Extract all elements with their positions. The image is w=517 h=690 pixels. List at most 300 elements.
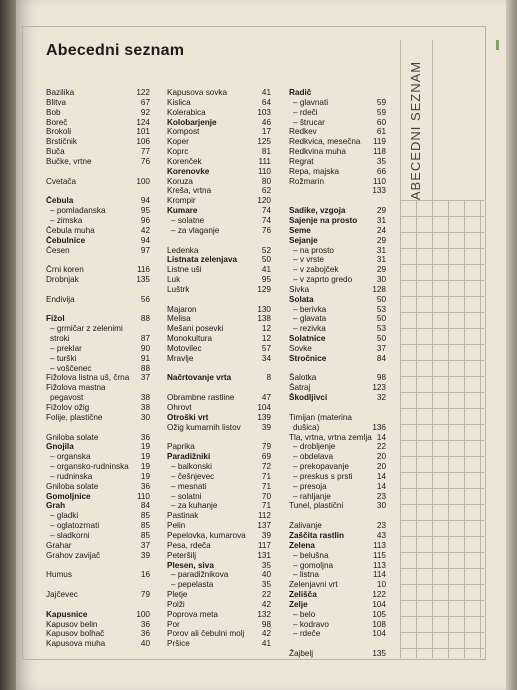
index-term: Majaron: [167, 304, 197, 314]
index-page-number: 111: [258, 156, 271, 166]
index-term: – presoja: [293, 481, 327, 491]
index-term: Paprika: [167, 442, 195, 452]
index-entry: [46, 118, 150, 128]
index-entry: [46, 324, 150, 334]
index-page-number: 85: [140, 521, 150, 531]
index-page-number: 74: [261, 206, 271, 216]
index-page-number: 56: [140, 294, 150, 304]
index-term: – belo: [293, 609, 316, 619]
index-page-number: 88: [140, 363, 150, 373]
index-page-number: 137: [257, 521, 271, 531]
index-page-number: 62: [261, 186, 271, 196]
index-page-number: 36: [140, 629, 150, 639]
index-page-number: 128: [372, 284, 386, 294]
index-page-number: 41: [261, 265, 271, 275]
index-page-number: 41: [261, 639, 271, 649]
index-term: – preskus s prsti: [293, 471, 353, 481]
index-page-number: 72: [261, 462, 271, 472]
index-entry: [289, 88, 386, 98]
index-page-number: 94: [140, 196, 150, 206]
index-term: – na prosto: [293, 245, 334, 255]
index-gap: [46, 600, 150, 610]
index-entry: [167, 620, 271, 630]
index-term: Žajbelj: [289, 649, 314, 659]
index-entry: [167, 265, 271, 275]
index-entry: [46, 373, 150, 383]
index-gap: [289, 196, 386, 206]
index-page-number: 110: [257, 166, 271, 176]
index-entry: [46, 442, 150, 452]
index-term: – sladkorni: [50, 530, 90, 540]
index-page-number: 23: [376, 491, 386, 501]
index-term: – češnjevec: [171, 471, 215, 481]
index-page-number: 116: [136, 265, 150, 275]
index-page-number: 95: [140, 206, 150, 216]
index-term: – prekopavanje: [293, 462, 349, 472]
index-entry: [167, 275, 271, 285]
index-page-number: 139: [257, 412, 271, 422]
index-term: Tla, vrtna, vrtna zemlja: [289, 432, 372, 442]
index-page-number: 34: [261, 353, 271, 363]
index-term: – rahljanje: [293, 491, 331, 501]
grid-line-horizontal: [400, 424, 484, 425]
index-page-number: 22: [376, 442, 386, 452]
index-page-number: 76: [140, 156, 150, 166]
index-entry: [46, 541, 150, 551]
index-entry: [289, 108, 386, 118]
index-entry: [46, 521, 150, 531]
index-gap: [167, 295, 271, 305]
index-entry: [289, 433, 386, 443]
index-term: stroki: [50, 334, 70, 344]
book-spine: [0, 0, 16, 690]
index-entry: [167, 206, 271, 216]
grid-line-horizontal: [400, 616, 484, 617]
index-entry: [167, 492, 271, 502]
index-page-number: 118: [372, 147, 386, 157]
index-page-number: 23: [376, 521, 386, 531]
index-page-number: 66: [376, 166, 386, 176]
index-term: – rezivka: [293, 324, 326, 334]
index-page-number: 120: [257, 196, 271, 206]
index-entry: [167, 108, 271, 118]
index-entry: [289, 147, 386, 157]
index-gap: [289, 639, 386, 649]
index-term: – gomoljna: [293, 560, 334, 570]
index-page-number: 138: [257, 314, 271, 324]
index-page-number: 104: [257, 403, 271, 412]
index-entry: [46, 295, 150, 305]
index-term: Bazilika: [46, 88, 75, 97]
index-term: Stročnice: [289, 353, 327, 363]
index-term: Buča: [46, 147, 65, 157]
index-page-number: 67: [140, 97, 150, 107]
page-edge: [506, 0, 517, 690]
index-entry: [167, 314, 271, 324]
index-page-number: 88: [140, 314, 150, 324]
index-page-number: 42: [261, 629, 271, 639]
index-entry: [46, 246, 150, 256]
index-term: Kapusov belin: [46, 619, 98, 629]
index-entry: [289, 590, 386, 600]
index-term: – kodravo: [293, 619, 329, 629]
index-term: Pršice: [167, 639, 190, 649]
index-term: – belušna: [293, 550, 329, 560]
grid-line-horizontal: [400, 376, 484, 377]
index-entry: [46, 275, 150, 285]
index-page-number: 131: [257, 550, 271, 560]
index-term: Zalivanje: [289, 521, 322, 531]
index-page-number: 110: [372, 176, 386, 186]
grid-line-horizontal: [400, 216, 484, 217]
index-page-number: 20: [376, 452, 386, 462]
index-term: Fižolova listna uš, črna: [46, 373, 130, 383]
index-entry: [167, 442, 271, 452]
grid-line-vertical: [400, 200, 401, 658]
index-page-number: 30: [140, 412, 150, 422]
index-entry: [289, 206, 386, 216]
index-term: – oglatozrnati: [50, 521, 100, 531]
index-page-number: 38: [140, 403, 150, 412]
index-entry: [46, 354, 150, 364]
index-term: Timijan (materina: [289, 412, 352, 422]
index-entry: [46, 236, 150, 246]
index-page-number: 47: [261, 393, 271, 403]
index-term: Boreč: [46, 117, 68, 127]
index-term: Cvetača: [46, 176, 77, 186]
index-entry: [46, 98, 150, 108]
index-page-number: 122: [136, 88, 150, 97]
index-entry: [289, 137, 386, 147]
index-entry: [167, 501, 271, 511]
index-term: – zimska: [50, 215, 83, 225]
index-page-number: 92: [140, 107, 150, 117]
index-entry: [46, 472, 150, 482]
index-term: Fižolova mastna: [46, 383, 106, 393]
index-entry: [289, 98, 386, 108]
index-entry: [46, 137, 150, 147]
index-term: Kolobarjenje: [167, 117, 217, 127]
index-entry: [167, 452, 271, 462]
index-entry: [46, 177, 150, 187]
index-page-number: 71: [261, 471, 271, 481]
index-entry: [289, 413, 386, 423]
index-entry: [289, 354, 386, 364]
index-gap: [46, 423, 150, 433]
index-entry: [46, 501, 150, 511]
grid-line-vertical: [464, 200, 465, 658]
index-term: Bučke, vrtne: [46, 156, 92, 166]
index-term: Mravlje: [167, 353, 194, 363]
grid-line-horizontal: [400, 552, 484, 553]
grid-line-vertical: [480, 200, 481, 658]
index-term: Ohrovt: [167, 403, 192, 412]
index-gap: [46, 186, 150, 196]
index-page-number: 10: [376, 580, 386, 590]
index-page-number: 57: [261, 343, 271, 353]
index-page-number: 76: [261, 225, 271, 235]
grid-line-horizontal: [400, 600, 484, 601]
index-entry: [46, 147, 150, 157]
index-page-number: 124: [136, 117, 150, 127]
index-entry: [289, 531, 386, 541]
index-entry: [46, 462, 150, 472]
index-term: Motovilec: [167, 343, 202, 353]
index-term: Redkvica, mesečna: [289, 137, 361, 147]
index-entry: [167, 167, 271, 177]
index-term: – berivka: [293, 304, 327, 314]
index-term: Listne uši: [167, 265, 202, 275]
index-term: Zelišča: [289, 590, 317, 600]
index-page-number: 37: [376, 343, 386, 353]
index-page-number: 110: [136, 491, 150, 501]
index-term: Listnata zelenjava: [167, 255, 238, 265]
index-entry: [289, 501, 386, 511]
index-page-number: 32: [376, 393, 386, 403]
index-page-number: 16: [140, 570, 150, 580]
index-page-number: 40: [140, 639, 150, 649]
index-entry: [167, 147, 271, 157]
index-page-number: 84: [140, 501, 150, 511]
index-term: Peteršilj: [167, 550, 197, 560]
index-term: Škodljivci: [289, 393, 328, 403]
index-entry: [46, 551, 150, 561]
index-page-number: 98: [261, 619, 271, 629]
index-page-number: 84: [376, 353, 386, 363]
grid-line-horizontal: [400, 520, 484, 521]
index-entry: [289, 373, 386, 383]
index-page-number: 14: [376, 432, 386, 442]
index-page-number: 133: [372, 186, 386, 196]
index-term: Korenovke: [167, 166, 210, 176]
index-page-number: 39: [261, 530, 271, 540]
grid-line-horizontal: [400, 472, 484, 473]
index-term: – voščenec: [50, 363, 92, 373]
index-entry: [167, 482, 271, 492]
index-term: – štrucar: [293, 117, 325, 127]
index-entry: [289, 570, 386, 580]
index-page-number: 79: [261, 442, 271, 452]
index-term: Brstičnik: [46, 137, 77, 147]
index-gap: [46, 305, 150, 315]
index-term: – rdeči: [293, 107, 318, 117]
index-entry: [167, 246, 271, 256]
index-entry: [167, 255, 271, 265]
grid-line-horizontal: [400, 296, 484, 297]
index-page-number: 40: [261, 570, 271, 580]
index-entry: [167, 285, 271, 295]
index-entry: [167, 354, 271, 364]
index-term: Seme: [289, 225, 311, 235]
index-term: pegavost: [50, 393, 84, 403]
index-term: – v zabojček: [293, 265, 339, 275]
index-term: Obrambne rastline: [167, 393, 235, 403]
index-gap: [46, 285, 150, 295]
index-entry: [46, 620, 150, 630]
index-column-3: [289, 88, 386, 659]
index-page-number: 59: [376, 107, 386, 117]
index-entry: [289, 314, 386, 324]
index-term: – v zaprto gredo: [293, 275, 353, 285]
index-page-number: 105: [372, 609, 386, 619]
index-entry: [289, 620, 386, 630]
index-term: Solatnice: [289, 334, 326, 344]
index-page-number: 95: [261, 275, 271, 285]
index-entry: [167, 118, 271, 128]
index-entry: [289, 157, 386, 167]
index-term: Plesen, siva: [167, 560, 214, 570]
index-term: Kapusova sovka: [167, 88, 228, 97]
index-entry: [289, 492, 386, 502]
index-page-number: 87: [140, 334, 150, 344]
index-term: Kapusnice: [46, 609, 88, 619]
index-page-number: 59: [376, 97, 386, 107]
index-entry: [289, 423, 386, 433]
index-page-number: 42: [261, 599, 271, 609]
index-term: Pesa, rdeča: [167, 540, 211, 550]
index-entry: [167, 127, 271, 137]
index-term: – preklar: [50, 343, 82, 353]
index-entry: [167, 541, 271, 551]
index-term: – gladki: [50, 511, 79, 521]
index-term: Kapusov bolhač: [46, 629, 105, 639]
index-entry: [289, 177, 386, 187]
index-page-number: 19: [140, 452, 150, 462]
index-term: – turški: [50, 353, 77, 363]
vertical-title-text: ABECEDNI SEZNAM: [408, 60, 424, 200]
index-entry: [289, 541, 386, 551]
index-page-number: 74: [261, 215, 271, 225]
index-page-number: 50: [261, 255, 271, 265]
index-page-number: 135: [136, 275, 150, 285]
index-entry: [46, 364, 150, 374]
grid-line-horizontal: [400, 248, 484, 249]
index-term: Regrat: [289, 156, 314, 166]
index-term: Repa, majska: [289, 166, 340, 176]
index-entry: [289, 285, 386, 295]
index-entry: [289, 442, 386, 452]
index-entry: [46, 127, 150, 137]
index-entry: [167, 157, 271, 167]
index-term: Pepelovka, kumarova: [167, 530, 246, 540]
index-term: Gnojila: [46, 442, 74, 452]
index-entry: [46, 531, 150, 541]
index-entry: [289, 452, 386, 462]
grid-line-horizontal: [400, 344, 484, 345]
index-term: Čebula muha: [46, 225, 95, 235]
index-page-number: 81: [261, 147, 271, 157]
index-term: Zaščita rastlin: [289, 530, 345, 540]
index-page-number: 71: [261, 481, 271, 491]
index-term: Brokoli: [46, 127, 72, 137]
index-entry: [289, 167, 386, 177]
index-entry: [289, 226, 386, 236]
index-term: Polži: [167, 599, 185, 609]
index-term: Radič: [289, 88, 312, 97]
index-entry: [289, 462, 386, 472]
grid-line-horizontal: [400, 312, 484, 313]
index-page-number: 64: [261, 97, 271, 107]
index-page-number: 31: [376, 215, 386, 225]
index-page-number: 31: [376, 255, 386, 265]
index-entry: [289, 255, 386, 265]
index-gap: [289, 364, 386, 374]
index-page-number: 94: [140, 235, 150, 245]
grid-line-horizontal: [400, 504, 484, 505]
index-entry: [167, 629, 271, 639]
index-page-number: 135: [372, 649, 386, 659]
index-page-number: 106: [136, 137, 150, 147]
grid-line-horizontal: [400, 584, 484, 585]
index-term: Poprova meta: [167, 609, 218, 619]
index-entry: [46, 452, 150, 462]
index-entry: [167, 511, 271, 521]
index-term: Por: [167, 619, 180, 629]
index-page-number: 37: [140, 540, 150, 550]
index-entry: [289, 472, 386, 482]
index-entry: [289, 305, 386, 315]
index-term: Kumare: [167, 206, 198, 216]
index-entry: [46, 88, 150, 98]
index-entry: [167, 531, 271, 541]
index-entry: [46, 403, 150, 413]
grid-line-horizontal: [400, 440, 484, 441]
index-entry: [289, 275, 386, 285]
index-term: Zelena: [289, 540, 315, 550]
index-page-number: 24: [376, 225, 386, 235]
index-entry: [167, 373, 271, 383]
index-entry: [289, 649, 386, 659]
index-entry: [46, 413, 150, 423]
index-entry: [289, 246, 386, 256]
index-page-number: 41: [261, 88, 271, 97]
index-term: Grahov zavijač: [46, 550, 101, 560]
page-marker: [496, 40, 499, 50]
index-entry: [46, 196, 150, 206]
index-page-number: 12: [261, 324, 271, 334]
index-page-number: 103: [257, 107, 271, 117]
index-term: Kislica: [167, 97, 191, 107]
index-gap: [289, 403, 386, 413]
index-page-number: 53: [376, 304, 386, 314]
index-page-number: 101: [136, 127, 150, 137]
index-term: – mesnati: [171, 481, 207, 491]
index-term: Luštrk: [167, 284, 190, 294]
index-page-number: 79: [140, 590, 150, 600]
index-term: Sovke: [289, 343, 312, 353]
index-term: Koprc: [167, 147, 189, 157]
index-term: Grahar: [46, 540, 72, 550]
index-page-number: 53: [376, 324, 386, 334]
index-term: Kreša, vrtna: [167, 186, 212, 196]
index-term: – za vlaganje: [171, 225, 220, 235]
index-page-number: 30: [376, 501, 386, 511]
index-entry: [167, 393, 271, 403]
index-entry: [167, 137, 271, 147]
index-page-number: 136: [372, 422, 386, 432]
index-entry: [289, 216, 386, 226]
index-entry: [289, 561, 386, 571]
index-page-number: 50: [376, 334, 386, 344]
index-term: Rožmarin: [289, 176, 325, 186]
index-term: – balkonski: [171, 462, 212, 472]
index-entry: [167, 521, 271, 531]
index-term: Ledenka: [167, 245, 199, 255]
index-entry: [167, 423, 271, 433]
index-entry: [46, 157, 150, 167]
index-page-number: 52: [261, 245, 271, 255]
index-entry: [289, 580, 386, 590]
